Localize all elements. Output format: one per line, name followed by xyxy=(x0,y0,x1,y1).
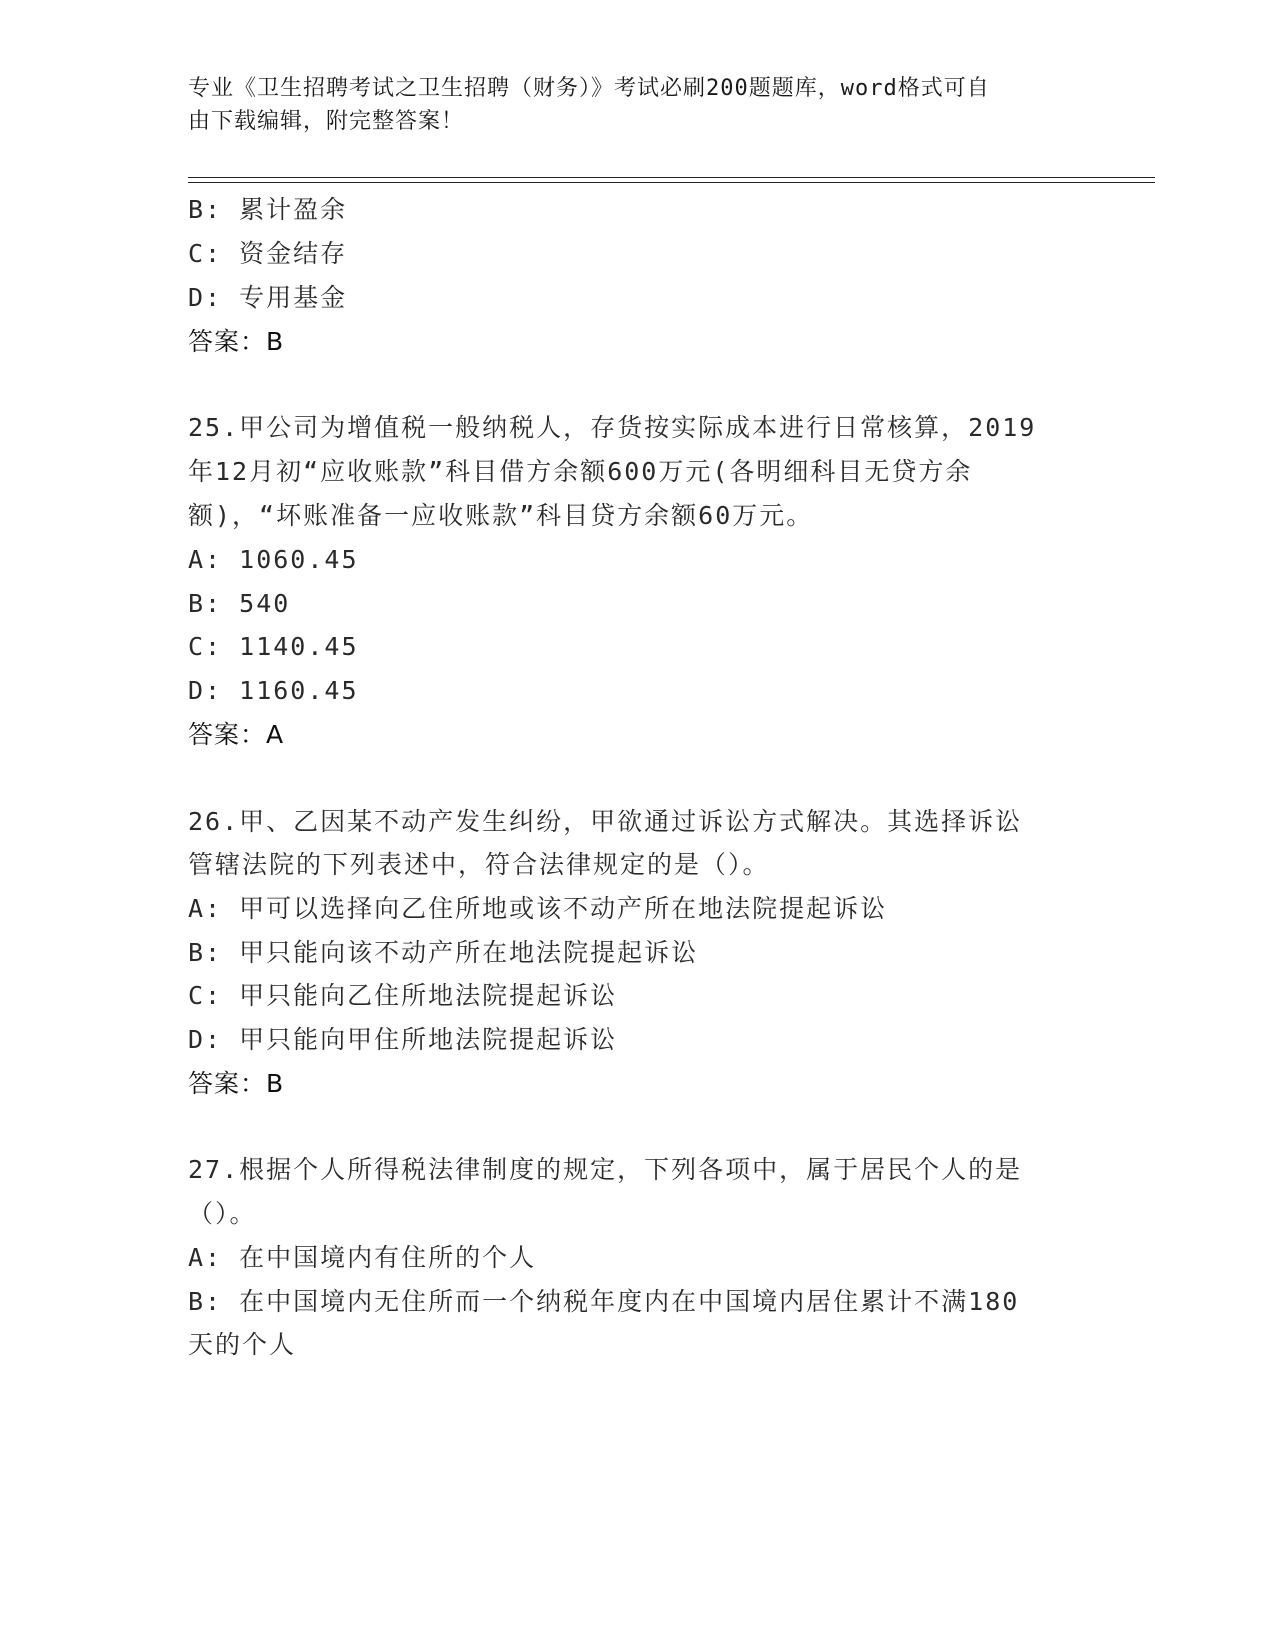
q25-option-a: A: 1060.45 xyxy=(188,545,359,574)
q25-stem-line-3: 额)，“坏账准备一应收账款”科目贷方余额60万元。 xyxy=(188,501,814,530)
q25-stem-line-2: 年12月初“应收账款”科目借方余额600万元(各明细科目无贷方余 xyxy=(188,457,973,486)
header-divider-top xyxy=(188,177,1155,178)
q27-option-b-line-1: B: 在中国境内无住所而一个纳税年度内在中国境内居住累计不满180 xyxy=(188,1287,1020,1316)
document-header xyxy=(188,72,1068,138)
q26-stem-line-2: 管辖法院的下列表述中，符合法律规定的是（）。 xyxy=(188,850,770,879)
q25-option-c: C: 1140.45 xyxy=(188,632,359,661)
q26-option-a: A: 甲可以选择向乙住所地或该不动产所在地法院提起诉讼 xyxy=(188,894,888,923)
q27-stem-line-2: （）。 xyxy=(188,1199,257,1228)
q25-answer: 答案：A xyxy=(188,720,285,749)
header-divider-bottom xyxy=(188,182,1155,183)
q24-option-b: B: 累计盈余 xyxy=(188,195,348,224)
q27-option-b-line-2: 天的个人 xyxy=(188,1330,297,1359)
q26-option-d: D: 甲只能向甲住所地法院提起诉讼 xyxy=(188,1025,618,1054)
q26-option-b: B: 甲只能向该不动产所在地法院提起诉讼 xyxy=(188,938,699,967)
q24-option-c: C: 资金结存 xyxy=(188,239,348,268)
q25-option-d: D: 1160.45 xyxy=(188,676,359,705)
q27-option-a: A: 在中国境内有住所的个人 xyxy=(188,1243,537,1272)
q25-option-b: B: 540 xyxy=(188,589,291,618)
q26-option-c: C: 甲只能向乙住所地法院提起诉讼 xyxy=(188,981,618,1010)
q24-answer: 答案：B xyxy=(188,327,285,356)
header-line-1: 专业《卫生招聘考试之卫生招聘（财务）》考试必刷200题题库，word格式可自 xyxy=(188,76,990,101)
q26-stem-line-1: 26.甲、乙因某不动产发生纠纷，甲欲通过诉讼方式解决。其选择诉讼 xyxy=(188,807,1023,836)
q24-option-d: D: 专用基金 xyxy=(188,283,348,312)
header-line-2: 由下载编辑，附完整答案！ xyxy=(188,109,465,134)
q27-stem-line-1: 27.根据个人所得税法律制度的规定，下列各项中，属于居民个人的是 xyxy=(188,1155,1023,1184)
q25-stem-line-1: 25.甲公司为增值税一般纳税人，存货按实际成本进行日常核算，2019 xyxy=(188,413,1037,442)
q26-answer: 答案：B xyxy=(188,1069,285,1098)
